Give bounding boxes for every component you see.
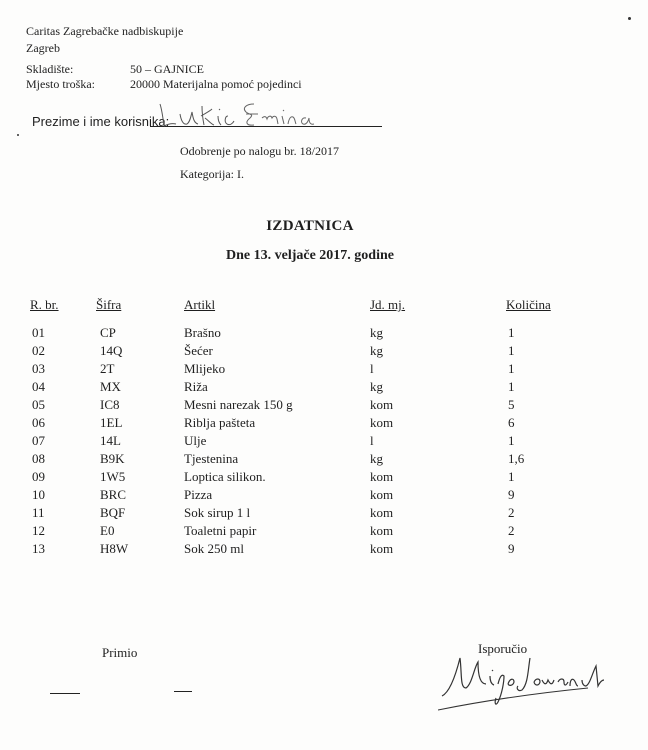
- cell-kolicina: 5: [508, 397, 515, 412]
- skladiste-label: Skladište:: [26, 62, 74, 76]
- cell-kolicina: 1: [508, 325, 515, 340]
- table-row: [0, 415, 648, 433]
- document-date: Dne 13. veljače 2017. godine: [226, 248, 394, 263]
- table-row: [0, 469, 648, 487]
- cell-kolicina: 2: [508, 505, 515, 520]
- isporucio-label: Isporučio: [478, 641, 528, 656]
- cell-sifra: IC8: [100, 397, 120, 412]
- cell-kolicina: 1: [508, 469, 515, 484]
- cell-kolicina: 1: [508, 361, 515, 376]
- korisnik-label: Prezime i ime korisnika:: [32, 114, 170, 129]
- column-header-artikl: Artikl: [184, 297, 216, 312]
- organization-city: Zagreb: [26, 41, 60, 55]
- cell-artikl: Sok sirup 1 l: [184, 505, 251, 520]
- cell-jd: kom: [370, 397, 394, 412]
- table-row: [0, 487, 648, 505]
- cell-sifra: 2T: [100, 361, 115, 376]
- cell-sifra: MX: [100, 379, 121, 394]
- cell-jd: kom: [370, 415, 394, 430]
- isporucio-signature: [438, 644, 608, 714]
- cell-artikl: Tjestenina: [184, 451, 239, 466]
- cell-jd: kom: [370, 523, 394, 538]
- column-header-kolicina: Količina: [506, 297, 551, 312]
- cell-rbr: 08: [32, 451, 45, 466]
- cell-jd: kom: [370, 487, 394, 502]
- organization-name: Caritas Zagrebačke nadbiskupije: [26, 24, 184, 38]
- cell-jd: kg: [370, 343, 383, 358]
- table-row: [0, 379, 648, 397]
- cell-rbr: 06: [32, 415, 45, 430]
- cell-sifra: E0: [100, 523, 115, 538]
- primio-label: Primio: [102, 645, 138, 660]
- kategorija-text: Kategorija: I.: [180, 167, 244, 181]
- mjesto-troska-label: Mjesto troška:: [26, 77, 95, 91]
- cell-rbr: 01: [32, 325, 45, 340]
- cell-rbr: 13: [32, 541, 45, 556]
- cell-rbr: 07: [32, 433, 45, 448]
- cell-kolicina: 1: [508, 379, 515, 394]
- cell-rbr: 11: [32, 505, 45, 520]
- cell-jd: kom: [370, 505, 394, 520]
- cell-kolicina: 9: [508, 541, 515, 556]
- column-header-rbr: R. br.: [30, 297, 59, 312]
- cell-sifra: CP: [100, 325, 116, 340]
- table-header: [0, 297, 648, 315]
- cell-sifra: 14Q: [100, 343, 123, 358]
- cell-artikl: Loptica silikon.: [184, 469, 266, 484]
- cell-rbr: 02: [32, 343, 45, 358]
- cell-sifra: B9K: [100, 451, 125, 466]
- cell-sifra: 1EL: [100, 415, 123, 430]
- table-row: [0, 505, 648, 523]
- column-header-jd: Jd. mj.: [370, 297, 406, 312]
- table-row: [0, 343, 648, 361]
- cell-artikl: Toaletni papir: [184, 523, 257, 538]
- cell-kolicina: 6: [508, 415, 515, 430]
- cell-sifra: H8W: [100, 541, 129, 556]
- cell-artikl: Riblja pašteta: [184, 415, 256, 430]
- cell-jd: kg: [370, 379, 383, 394]
- korisnik-signature: [154, 96, 324, 132]
- cell-sifra: 1W5: [100, 469, 126, 484]
- mjesto-troska-value: 20000 Materijalna pomoć pojedinci: [130, 77, 302, 91]
- document-title: IZDATNICA: [266, 218, 354, 234]
- table-row: [0, 325, 648, 343]
- odobrenje-text: Odobrenje po nalogu br. 18/2017: [180, 144, 339, 158]
- table-row: [0, 451, 648, 469]
- cell-jd: kom: [370, 469, 394, 484]
- primio-line-left: [50, 693, 80, 694]
- cell-kolicina: 2: [508, 523, 515, 538]
- cell-artikl: Riža: [184, 379, 208, 394]
- cell-rbr: 04: [32, 379, 45, 394]
- cell-artikl: Mesni narezak 150 g: [184, 397, 293, 412]
- cell-jd: kom: [370, 541, 394, 556]
- cell-kolicina: 9: [508, 487, 515, 502]
- cell-rbr: 10: [32, 487, 45, 502]
- cell-jd: kg: [370, 451, 383, 466]
- cell-rbr: 03: [32, 361, 45, 376]
- cell-sifra: BRC: [100, 487, 127, 502]
- column-header-sifra: Šifra: [96, 297, 122, 312]
- cell-jd: kg: [370, 325, 383, 340]
- cell-kolicina: 1: [508, 433, 515, 448]
- cell-artikl: Mlijeko: [184, 361, 226, 376]
- table-row: [0, 397, 648, 415]
- skladiste-value: 50 – GAJNICE: [130, 62, 204, 76]
- table-row: [0, 541, 648, 559]
- cell-jd: l: [370, 433, 374, 448]
- table-row: [0, 523, 648, 541]
- cell-sifra: BQF: [100, 505, 126, 520]
- cell-sifra: 14L: [100, 433, 121, 448]
- cell-artikl: Sok 250 ml: [184, 541, 244, 556]
- cell-rbr: 12: [32, 523, 45, 538]
- primio-line-right: [174, 691, 192, 692]
- scan-speck: [628, 17, 631, 20]
- cell-artikl: Brašno: [184, 325, 221, 340]
- cell-rbr: 05: [32, 397, 45, 412]
- cell-artikl: Šećer: [184, 343, 213, 358]
- cell-kolicina: 1: [508, 343, 515, 358]
- scan-speck: [17, 134, 19, 136]
- cell-kolicina: 1,6: [508, 451, 525, 466]
- table-row: [0, 361, 648, 379]
- cell-jd: l: [370, 361, 374, 376]
- cell-artikl: Pizza: [184, 487, 213, 502]
- table-row: [0, 433, 648, 451]
- cell-artikl: Ulje: [184, 433, 207, 448]
- cell-rbr: 09: [32, 469, 45, 484]
